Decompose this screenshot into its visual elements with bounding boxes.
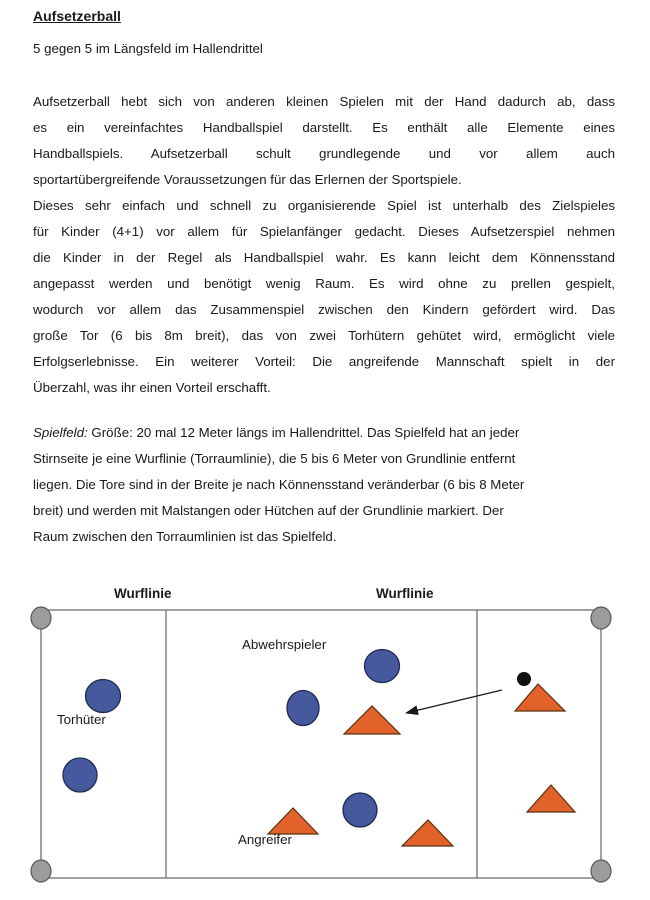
defender-circle (343, 793, 377, 827)
spielfeld-diagram (0, 570, 650, 900)
paragraph-spielfeld (33, 420, 615, 550)
text-line: Aufsetzerball hebt sich von anderen kleinen Spielen mit der Hand dadurch ab, dass (33, 94, 615, 109)
attacker-triangle (344, 706, 400, 734)
spielfeld-line1-rest: Größe: 20 mal 12 Meter längs im Hallendrittel. Das Spielfeld hat an jeder (91, 425, 520, 440)
text-line: große Tor (6 bis 8m breit), das von zwei Torhütern gehütet wird, ermöglicht viele (33, 328, 615, 343)
abwehrspieler-label: Abwehrspieler (242, 637, 327, 652)
text-line: Dieses sehr einfach und schnell zu organisierende Spiel ist unterhalb des Zielspieles (33, 198, 615, 213)
subtitle: 5 gegen 5 im Längsfeld im Hallendrittel (33, 41, 263, 56)
wurflinie-label-right: Wurflinie (376, 586, 434, 601)
ball-dot (517, 672, 531, 686)
text-line: breit) und werden mit Malstangen oder Hütchen auf der Grundlinie markiert. Der (33, 503, 504, 518)
corner-marker (31, 607, 51, 629)
text-line: Handballspiels. Aufsetzerball schult grundlegende und vor allem auch (33, 146, 615, 161)
paragraph-description (33, 193, 615, 401)
text-line: liegen. Die Tore sind in der Breite je nach Könnensstand veränderbar (6 bis 8 Meter (33, 477, 525, 492)
corner-marker (591, 860, 611, 882)
text-line: Raum zwischen den Torraumlinien ist das Spielfeld. (33, 529, 337, 544)
attacker-triangle (527, 785, 575, 812)
corner-marker (591, 607, 611, 629)
goalkeeper-circle (63, 758, 97, 792)
defender-circle (287, 691, 319, 726)
goalkeeper-circle (86, 680, 121, 713)
torhueter-label: Torhüter (57, 712, 106, 727)
text-line: es ein vereinfachtes Handballspiel darstellt. Es enthält alle Elemente eines (33, 120, 615, 135)
attacker-triangle (402, 820, 453, 846)
page-title: Aufsetzerball (33, 8, 121, 24)
corner-marker (31, 860, 51, 882)
defender-circle (365, 650, 400, 683)
text-line: Erfolgserlebnisse. Ein weiterer Vorteil: Die angreifende Mannschaft spielt in der (33, 354, 615, 369)
text-line: angepasst werden und benötigt wenig Raum. Es wird ohne zu prellen gespielt, (33, 276, 615, 291)
angreifer-label: Angreifer (238, 832, 292, 847)
attacker-triangle (268, 808, 318, 834)
text-line: wodurch vor allem das Zusammenspiel zwischen den Kindern gefördert wird. Das (33, 302, 615, 317)
text-line: für Kinder (4+1) vor allem für Spielanfänger gedacht. Dieses Aufsetzerspiel nehmen (33, 224, 615, 239)
text-line (33, 420, 615, 446)
text-line: Überzahl, was ihr einen Vorteil erschafft. (33, 380, 271, 395)
text-line: die Kinder in der Regel als Handballspiel wahr. Es kann leicht dem Könnensstand (33, 250, 615, 265)
attacker-triangle (515, 684, 565, 711)
wurflinie-label-left: Wurflinie (114, 586, 172, 601)
pass-arrow (406, 690, 502, 713)
text-line: Stirnseite je eine Wurflinie (Torraumlinie), die 5 bis 6 Meter von Grundlinie entfernt (33, 451, 516, 466)
paragraph-intro (33, 89, 615, 193)
text-line: sportartübergreifende Voraussetzungen für das Erlernen der Sportspiele. (33, 172, 462, 187)
spielfeld-lead: Spielfeld: (33, 425, 88, 440)
